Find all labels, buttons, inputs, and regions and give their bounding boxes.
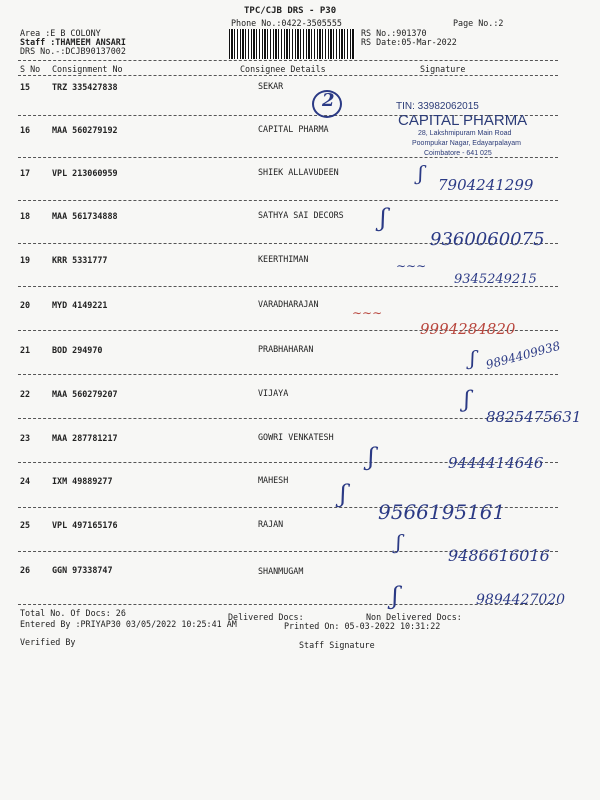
delivered-docs: Delivered Docs: xyxy=(228,612,304,622)
row-consignment: VPL 497165176 xyxy=(52,520,118,530)
handwritten-phone: 9486616016 xyxy=(448,546,550,565)
row-sno: 26 xyxy=(20,565,31,575)
row-consignee: SEKAR xyxy=(258,81,284,91)
handwritten-phone: 8825475631 xyxy=(486,408,582,426)
page-number: Page No.:2 xyxy=(453,18,504,28)
signature-mark: ʃ xyxy=(380,204,387,232)
verified-by-label: Verified By xyxy=(20,637,76,647)
row-sno: 19 xyxy=(20,255,31,265)
row-divider xyxy=(18,157,558,158)
handwritten-phone: 9994284820 xyxy=(420,320,516,338)
row-consignment: MAA 560279192 xyxy=(52,125,118,135)
row-consignee: RAJAN xyxy=(258,519,284,529)
column-header-signature: Signature xyxy=(420,64,466,74)
row-consignment: GGN 97338747 xyxy=(52,565,113,575)
staff-signature-label: Staff Signature xyxy=(299,640,375,650)
entered-by: Entered By :PRIYAP30 03/05/2022 10:25:41 AM xyxy=(20,619,237,629)
signature-mark: ʃ xyxy=(418,161,424,185)
row-consignment: BOD 294970 xyxy=(52,345,103,355)
row-consignee: SHIEK ALLAVUDEEN xyxy=(258,167,339,177)
row-consignee: SHANMUGAM xyxy=(258,566,304,576)
signature-mark: ∼∼∼ xyxy=(396,259,427,273)
handwritten-phone: 9444414646 xyxy=(448,454,544,472)
phone-number: Phone No.:0422-3505555 xyxy=(231,18,342,28)
row-consignee: PRABHAHARAN xyxy=(258,344,314,354)
printed-on: Printed On: 05-03-2022 10:31:22 xyxy=(284,621,441,631)
stamp-address-line: 28, Lakshmipuram Main Road xyxy=(418,130,512,137)
rs-number: RS No.:901370 xyxy=(361,28,427,38)
staff-label: Staff :THAMEEM ANSARI xyxy=(20,37,126,47)
row-divider xyxy=(18,374,558,375)
signature-mark: ʃ xyxy=(368,443,375,471)
row-consignment: MAA 287781217 xyxy=(52,433,118,443)
barcode-image xyxy=(229,29,355,59)
header-divider-top xyxy=(18,60,558,61)
stamp-address-line: Coimbatore - 641 025 xyxy=(424,150,492,157)
row-consignment: MYD 4149221 xyxy=(52,300,108,310)
signature-mark: ʃ xyxy=(340,480,347,508)
stamp-address-line: Poompukar Nagar, Edayarpalayam xyxy=(412,140,521,147)
drs-number: DRS No.-:DCJB90137002 xyxy=(20,46,126,56)
row-consignment: VPL 213060959 xyxy=(52,168,118,178)
signature-mark: ʃ xyxy=(464,388,470,413)
stamp-tin: TIN: 33982062015 xyxy=(396,101,479,112)
handwritten-phone: 7904241299 xyxy=(438,176,534,194)
row-sno: 17 xyxy=(20,168,31,178)
row-divider xyxy=(18,200,558,201)
row-sno: 20 xyxy=(20,300,31,310)
row-sno: 15 xyxy=(20,82,31,92)
row-sno: 18 xyxy=(20,211,31,221)
row-consignee: GOWRI VENKATESH xyxy=(258,432,334,442)
row-consignment: TRZ 335427838 xyxy=(52,82,118,92)
rs-date: RS Date:05-Mar-2022 xyxy=(361,37,457,47)
row-consignee: MAHESH xyxy=(258,475,289,485)
mark-number: 2 xyxy=(322,90,335,111)
row-consignee: SATHYA SAI DECORS xyxy=(258,210,344,220)
handwritten-phone: 9360060075 xyxy=(430,229,545,250)
header-divider-bottom xyxy=(18,75,558,76)
stamp-company: CAPITAL PHARMA xyxy=(398,112,528,129)
row-sno: 25 xyxy=(20,520,31,530)
handwritten-phone: 9566195161 xyxy=(378,500,506,524)
handwritten-phone: 9345249215 xyxy=(454,272,537,287)
total-docs: Total No. Of Docs: 26 xyxy=(20,608,126,618)
row-sno: 24 xyxy=(20,476,31,486)
signature-mark: ∼∼∼ xyxy=(352,306,383,320)
row-consignment: MAA 561734888 xyxy=(52,211,118,221)
row-consignee: VIJAYA xyxy=(258,388,289,398)
row-sno: 22 xyxy=(20,389,31,399)
row-consignee: CAPITAL PHARMA xyxy=(258,124,329,134)
signature-mark: ʃ xyxy=(392,582,399,610)
column-header-sno: S No xyxy=(20,64,41,74)
row-consignee: VARADHARAJAN xyxy=(258,299,319,309)
non-delivered-docs: Non Delivered Docs: xyxy=(366,612,462,622)
signature-mark: ʃ xyxy=(396,530,402,554)
row-consignee: KEERTHIMAN xyxy=(258,254,309,264)
row-divider xyxy=(18,418,558,419)
row-sno: 21 xyxy=(20,345,31,355)
row-sno: 16 xyxy=(20,125,31,135)
row-sno: 23 xyxy=(20,433,31,443)
document-title: TPC/CJB DRS - P30 xyxy=(244,6,337,16)
row-consignment: IXM 49889277 xyxy=(52,476,113,486)
area-label: Area :E B COLONY xyxy=(20,28,101,38)
column-header-consignee: Consignee Details xyxy=(240,64,326,74)
row-consignment: KRR 5331777 xyxy=(52,255,108,265)
handwritten-phone: 9894427020 xyxy=(476,592,566,608)
row-consignment: MAA 560279207 xyxy=(52,389,118,399)
column-header-consignment: Consignment No xyxy=(52,64,123,74)
signature-mark: ʃ xyxy=(470,346,476,370)
handwritten-phone: 9894409938 xyxy=(484,338,562,372)
